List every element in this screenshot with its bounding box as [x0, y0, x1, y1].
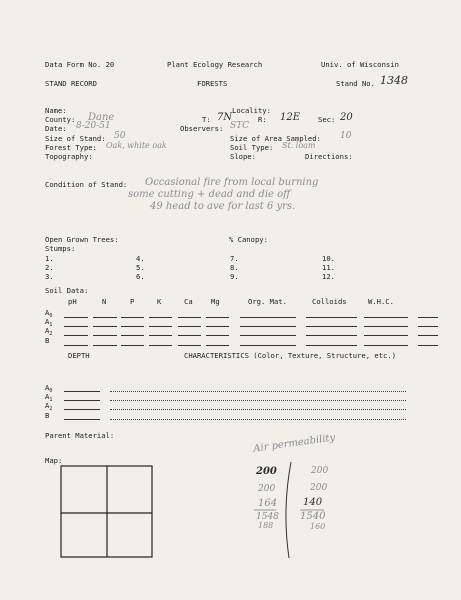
soil-col-colloids: Colloids: [312, 297, 347, 306]
name-label: Name:: [45, 106, 67, 115]
characteristics-label: CHARACTERISTICS (Color, Texture, Structure, etc.): [184, 351, 397, 360]
number-1: 1.: [45, 254, 54, 263]
stumps-label: Stumps:: [45, 244, 76, 253]
directions-label: Directions:: [305, 152, 353, 161]
reading-2-3: 140: [303, 497, 323, 508]
reading-2-1: 200: [311, 466, 329, 476]
forest-type-label: Forest Type:: [45, 143, 97, 152]
reading-1-3: 164: [258, 498, 278, 509]
condition-line-2: some cutting + dead and die off: [128, 189, 291, 200]
township-value: 7N: [217, 112, 233, 123]
number-5: 5.: [136, 263, 145, 272]
canopy-label: % Canopy:: [229, 235, 268, 244]
number-6: 6.: [136, 272, 145, 281]
size-area-value: 10: [340, 131, 352, 141]
university: Univ. of Wisconsin: [321, 60, 399, 69]
number-10: 10.: [322, 254, 335, 263]
horizon-a2: $A_2$: [45, 326, 53, 337]
range-label: R:: [258, 115, 267, 124]
county-label: County:: [45, 115, 76, 124]
forest-type-value: Oak, white oak: [106, 141, 167, 150]
soil-col-n: N: [102, 297, 107, 306]
date-value: 8-20-51: [76, 121, 111, 131]
profile-a1: $A_1$: [45, 392, 53, 403]
air-permeability-label: Air permeability: [252, 432, 336, 455]
observers-label: Observers:: [180, 124, 224, 133]
number-2: 2.: [45, 263, 54, 272]
stand-number-label: Stand No.: [336, 79, 375, 88]
number-9: 9.: [230, 272, 239, 281]
soil-col-p: P: [130, 297, 135, 306]
form-number: Data Form No. 20: [45, 60, 115, 69]
horizon-b: B: [45, 336, 50, 345]
number-11: 11.: [322, 263, 335, 272]
profile-a0: $A_0$: [45, 383, 53, 394]
size-stand-label: Size of Stand:: [45, 134, 106, 143]
condition-line-3: 49 head to ave for last 6 yrs.: [150, 201, 296, 212]
soil-col-ph: pH: [68, 297, 77, 306]
depth-label: DEPTH: [68, 351, 90, 360]
soil-col-ca: Ca: [184, 297, 193, 306]
county-value: Dane: [88, 112, 115, 123]
observers-value: STC: [230, 121, 250, 131]
record-title: STAND RECORD: [45, 79, 97, 88]
number-12: 12.: [322, 272, 335, 281]
soil-type-value: St. loam: [282, 141, 316, 150]
range-value: 12E: [280, 112, 301, 123]
parent-material-label: Parent Material:: [45, 431, 115, 440]
soil-col-mg: Mg: [211, 297, 220, 306]
number-4: 4.: [136, 254, 145, 263]
soil-col-whc: W.H.C.: [368, 297, 394, 306]
township-label: T:: [202, 115, 211, 124]
profile-a2: $A_2$: [45, 401, 53, 412]
section-value: 20: [340, 112, 353, 123]
slope-label: Slope:: [230, 152, 256, 161]
number-3: 3.: [45, 272, 54, 281]
map-label: Map:: [45, 456, 63, 465]
organization: Plant Ecology Research: [167, 60, 263, 69]
soil-col-k: K: [157, 297, 162, 306]
reading-1-2: 200: [258, 484, 276, 494]
size-area-label: Size of Area Sampled:: [230, 134, 321, 143]
reading-2-4: 1540: [300, 511, 326, 522]
horizon-a0: $A_0$: [45, 308, 53, 319]
number-7: 7.: [230, 254, 239, 263]
stand-number-value: 1348: [380, 74, 408, 87]
reading-1-4: 1548: [256, 512, 279, 522]
reading-2-5: 160: [310, 522, 326, 531]
horizon-a1: $A_1$: [45, 317, 53, 328]
number-8: 8.: [230, 263, 239, 272]
soil-type-label: Soil Type:: [230, 143, 274, 152]
condition-label: Condition of Stand:: [45, 180, 128, 189]
date-label: Date:: [45, 124, 67, 133]
condition-line-1: Occasional fire from local burning: [145, 177, 319, 188]
profile-b: B: [45, 411, 50, 420]
size-stand-value: 50: [114, 131, 126, 141]
locality-label: Locality:: [232, 106, 271, 115]
section-label: Sec:: [318, 115, 336, 124]
open-grown-label: Open Grown Trees:: [45, 235, 119, 244]
topography-label: Topography:: [45, 152, 93, 161]
soil-data-label: Soil Data:: [45, 286, 89, 295]
soil-col-org-mat: Org. Mat.: [248, 297, 287, 306]
reading-2-2: 200: [310, 483, 328, 493]
reading-1-5: 188: [258, 521, 274, 530]
forest-type-title: FORESTS: [197, 79, 228, 88]
reading-1-1: 200: [256, 466, 277, 477]
